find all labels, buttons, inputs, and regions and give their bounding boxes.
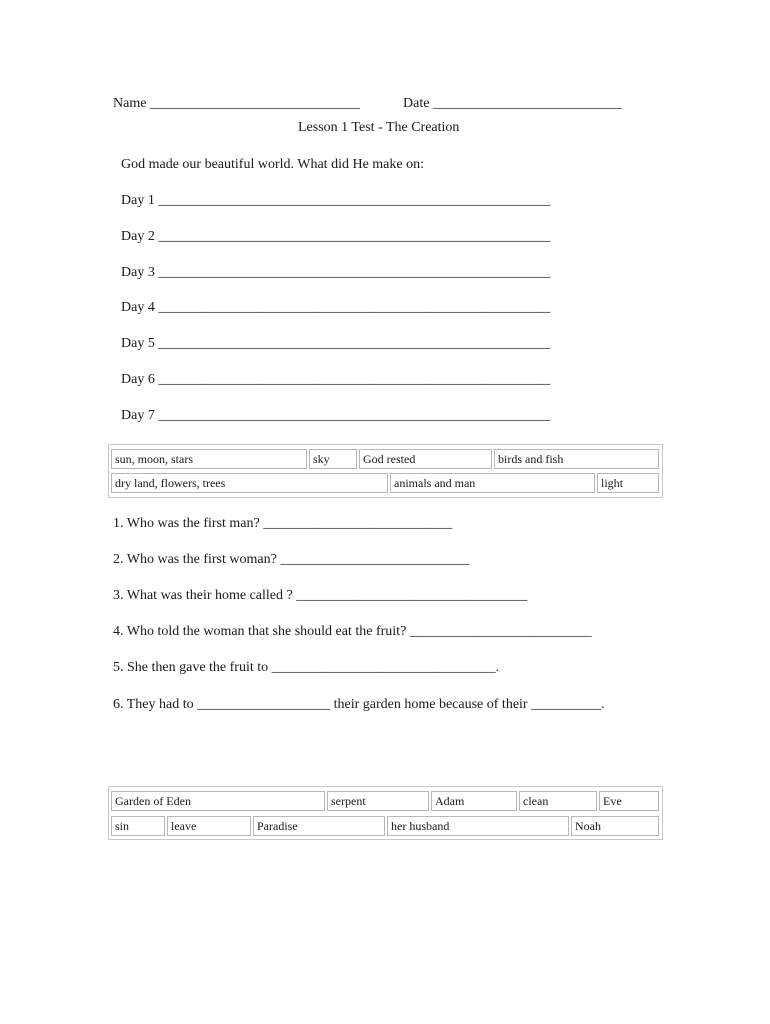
page-title: Lesson 1 Test - The Creation [298,120,460,135]
question-3: 3. What was their home called ? _________________________________ [113,588,528,603]
word-bank-cell: Garden of Eden [111,791,325,811]
day-1-line: Day 1 ________________________________________________________ [121,193,551,208]
word-bank-cell: clean [519,791,597,811]
day-5-line: Day 5 ________________________________________________________ [121,336,551,351]
word-bank-cell: Paradise [253,816,385,836]
word-bank-cell: sky [309,449,357,469]
word-bank-days [108,444,663,498]
word-bank-questions [108,786,663,840]
question-1: 1. Who was the first man? ___________________________ [113,516,453,531]
day-2-line: Day 2 ________________________________________________________ [121,229,551,244]
day-3-line: Day 3 ________________________________________________________ [121,265,551,280]
question-6: 6. They had to ___________________ their garden home because of their __________. [113,697,605,712]
intro-text: God made our beautiful world. What did He make on: [121,157,424,172]
day-7-line: Day 7 ________________________________________________________ [121,408,551,423]
word-bank-cell: sun, moon, stars [111,449,307,469]
word-bank-cell: serpent [327,791,429,811]
question-2: 2. Who was the first woman? ___________________________ [113,552,470,567]
word-bank-cell: Eve [599,791,659,811]
word-bank-cell: birds and fish [494,449,659,469]
word-bank-cell: leave [167,816,251,836]
word-bank-cell: sin [111,816,165,836]
word-bank-cell: Adam [431,791,517,811]
name-field-line: Name ______________________________ [113,96,360,111]
day-4-line: Day 4 ________________________________________________________ [121,300,551,315]
word-bank-cell: animals and man [390,473,595,493]
word-bank-cell: light [597,473,659,493]
question-4: 4. Who told the woman that she should eat the fruit? __________________________ [113,624,592,639]
word-bank-cell: her husband [387,816,569,836]
date-field-line: Date ___________________________ [403,96,622,111]
word-bank-cell: dry land, flowers, trees [111,473,388,493]
day-6-line: Day 6 ________________________________________________________ [121,372,551,387]
question-5: 5. She then gave the fruit to ________________________________. [113,660,500,675]
word-bank-cell: Noah [571,816,659,836]
word-bank-cell: God rested [359,449,492,469]
